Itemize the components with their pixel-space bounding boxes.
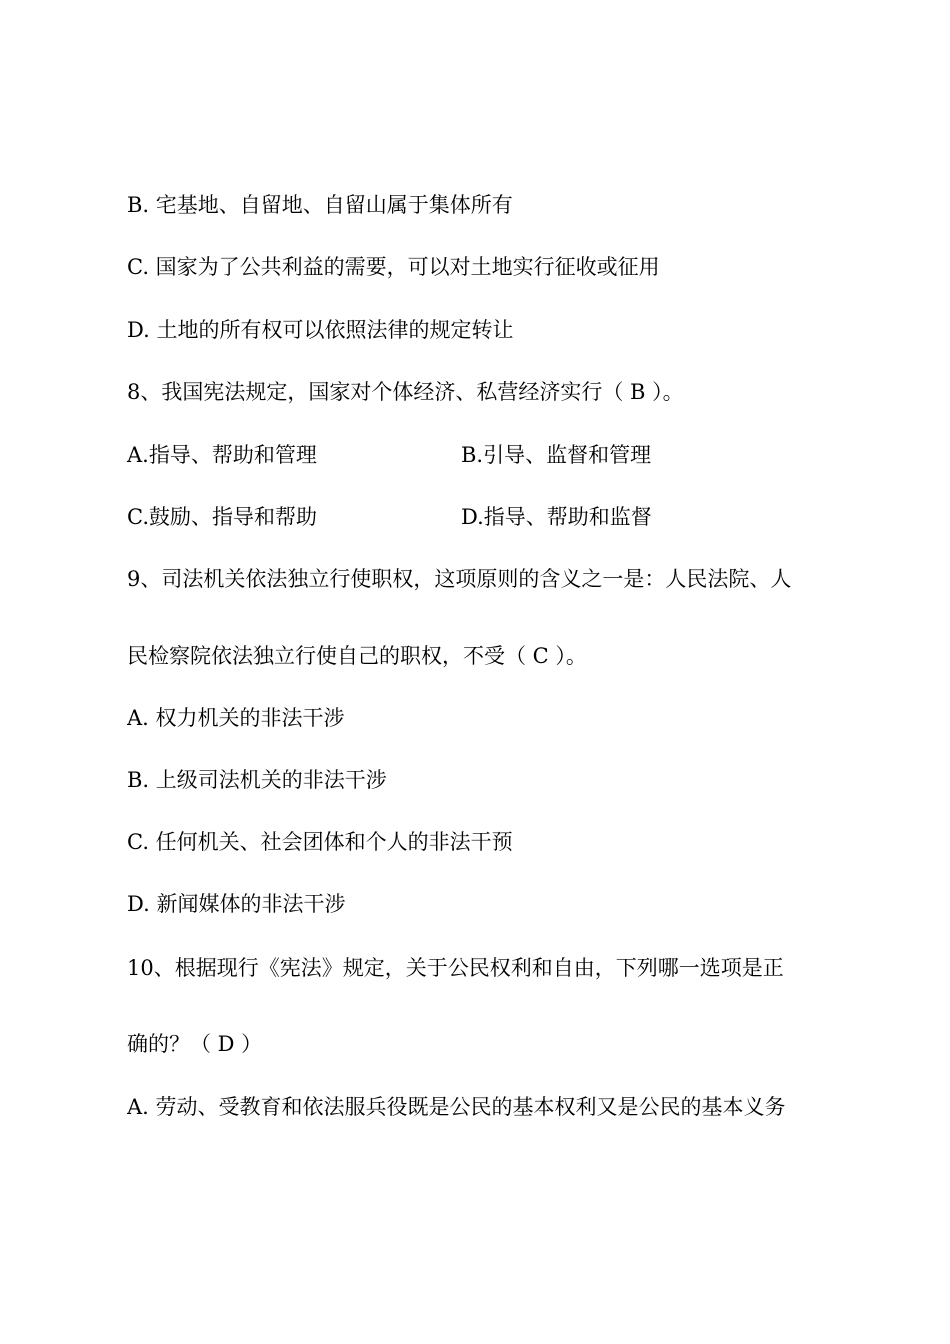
q7-option-d: D. 土地的所有权可以依照法律的规定转让	[127, 318, 514, 342]
q9-stem-line1: 9、司法机关依法独立行使职权，这项原则的含义之一是：人民法院、人	[127, 567, 792, 591]
q7-option-b: B. 宅基地、自留地、自留山属于集体所有	[127, 193, 513, 217]
q10-stem-line1: 10、根据现行《宪法》规定，关于公民权利和自由，下列哪一选项是正	[127, 956, 784, 980]
q9-option-c: C. 任何机关、社会团体和个人的非法干预	[127, 830, 513, 854]
q8-stem: 8、我国宪法规定，国家对个体经济、私营经济实行（ B ）。	[127, 380, 684, 404]
q7-option-c: C. 国家为了公共利益的需要，可以对土地实行征收或征用	[127, 255, 660, 279]
q8-option-b: B.引导、监督和管理	[461, 443, 652, 467]
q10-stem-line2: 确的？（ D ）	[127, 1032, 263, 1056]
q9-stem-line2: 民检察院依法独立行使自己的职权，不受（ C ）。	[127, 644, 587, 668]
q9-option-a: A. 权力机关的非法干涉	[127, 706, 345, 730]
q9-option-b: B. 上级司法机关的非法干涉	[127, 768, 387, 792]
q8-option-a: A.指导、帮助和管理	[127, 443, 317, 467]
q10-option-a: A. 劳动、受教育和依法服兵役既是公民的基本权利又是公民的基本义务	[127, 1095, 786, 1119]
q8-option-c: C.鼓励、指导和帮助	[127, 505, 317, 529]
q9-option-d: D. 新闻媒体的非法干涉	[127, 892, 346, 916]
q8-option-d: D.指导、帮助和监督	[461, 505, 652, 529]
